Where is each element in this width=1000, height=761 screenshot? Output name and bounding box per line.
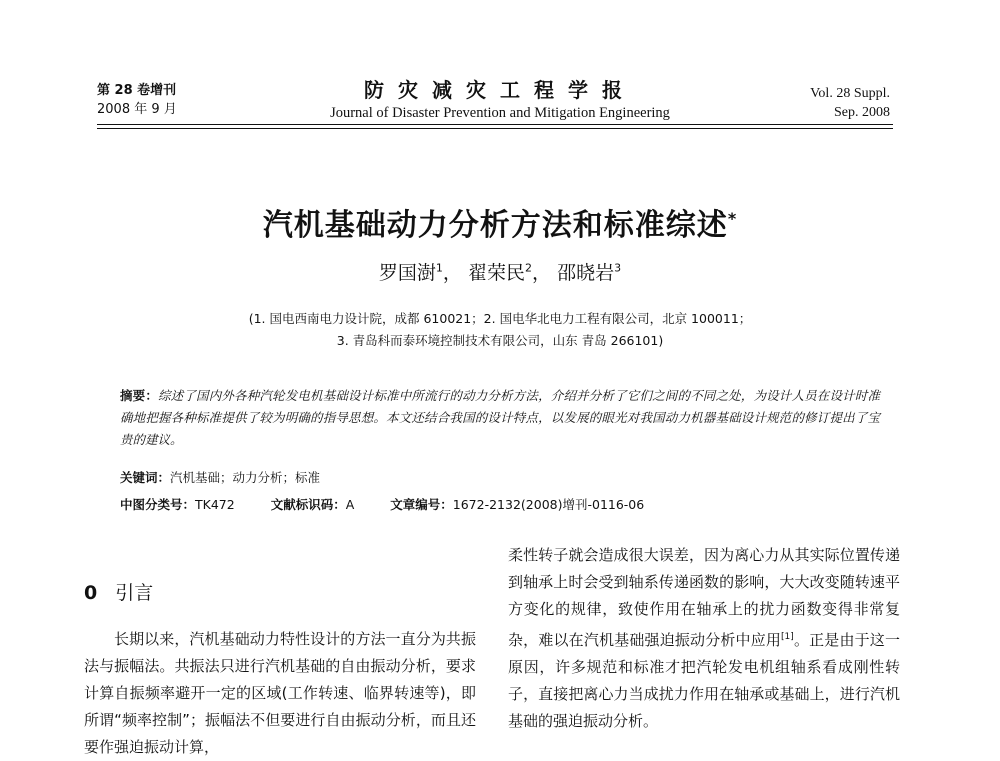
publication-date-cn: 2008 年 9 月	[97, 102, 177, 117]
body-text: 。正是由于这一原因，许多规范和标准才把汽轮发电机组轴系看成刚性转子，直接把离心力当成扰力作用在轴承或基础上，进行汽机基础的强迫振动分析。	[508, 630, 900, 731]
journal-title-en: Journal of Disaster Prevention and Mitigation Engineering	[330, 105, 670, 121]
journal-title-block	[250, 77, 750, 123]
clc-number	[120, 497, 235, 512]
affiliation-line: 3. 青岛科而泰环境控制技术有限公司，山东 青岛 266101)	[336, 333, 664, 348]
clc-label: 中图分类号：	[120, 497, 196, 512]
article-number	[390, 497, 644, 512]
section-heading	[84, 578, 153, 605]
affiliation-line: (1. 国电西南电力设计院，成都 610021；2. 国电华北电力工程有限公司，北京 100011；	[248, 311, 752, 326]
article-number-value: 1672-2132(2008)增刊-0116-06	[452, 497, 645, 512]
body-column-left: 长期以来，汽机基础动力特性设计的方法一直分为共振法与振幅法。共振法只进行汽机基础的自由振动分析，要求计算自振频率避开一定的区域(工作转速、临界转速等)，即所谓“频率控制”；振幅法不但要进行自由振动分析，而且还要作强迫振动计算，	[84, 630, 476, 756]
author-affiliation-mark: 3	[614, 261, 622, 275]
article-title-text: 汽机基础动力分析方法和标准综述	[262, 208, 728, 243]
classification-row	[120, 495, 676, 513]
author-list	[150, 258, 850, 285]
affiliations	[120, 308, 880, 352]
document-code	[271, 497, 355, 512]
body-column-right	[508, 542, 900, 735]
abstract-label: 摘要：	[120, 388, 159, 403]
volume-issue: 第 28 卷增刊	[97, 83, 177, 98]
keywords	[120, 468, 320, 486]
author-affiliation-mark: 2	[525, 261, 532, 275]
author-affiliation-mark: 1	[435, 261, 443, 275]
section-number: 0	[84, 582, 98, 604]
author-name: 罗国澍	[378, 262, 436, 284]
author-separator: ，	[442, 262, 462, 284]
clc-value: TK472	[195, 497, 235, 512]
journal-title-cn: 防灾减灾工程学报	[364, 78, 636, 102]
journal-volume-en	[810, 84, 890, 122]
article-title	[150, 200, 850, 244]
document-code-value: A	[345, 497, 355, 512]
publication-date-en: Sep. 2008	[834, 105, 890, 120]
keywords-text: 汽机基础；动力分析；标准	[170, 470, 321, 485]
header-rule-thin	[97, 128, 893, 129]
journal-volume-info	[97, 81, 177, 119]
keywords-label: 关键词：	[120, 470, 171, 485]
abstract-text: 综述了国内外各种汽轮发电机基础设计标准中所流行的动力分析方法，介绍并分析了它们之间的不同之处，为设计人员在设计时准确地把握各种标准提供了较为明确的指导思想。本文还结合我国的设计特点，以发展的眼光对我国动力机器基础设计规范的修订提出了宝贵的建议。	[120, 388, 880, 447]
citation-ref: [1]	[781, 631, 794, 642]
author-separator: ，	[532, 262, 552, 284]
author-name: 翟荣民	[467, 262, 525, 284]
volume-en: Vol. 28 Suppl.	[810, 86, 890, 101]
document-code-label: 文献标识码：	[270, 497, 346, 512]
body-text: 柔性转子就会造成很大误差，因为离心力从其实际位置传递到轴承上时会受到轴系传递函数的影响，大大改变随转速平方变化的规律，致使作用在轴承上的扰力函数变得非常复杂，难以在汽机基础强迫振动分析中应用	[508, 546, 900, 649]
abstract	[120, 385, 880, 451]
title-footnote-mark: *	[727, 209, 738, 228]
header-rule-thick	[97, 124, 893, 125]
section-title: 引言	[115, 582, 154, 604]
article-number-label: 文章编号：	[390, 497, 453, 512]
author-name: 邵晓岩	[557, 262, 615, 284]
